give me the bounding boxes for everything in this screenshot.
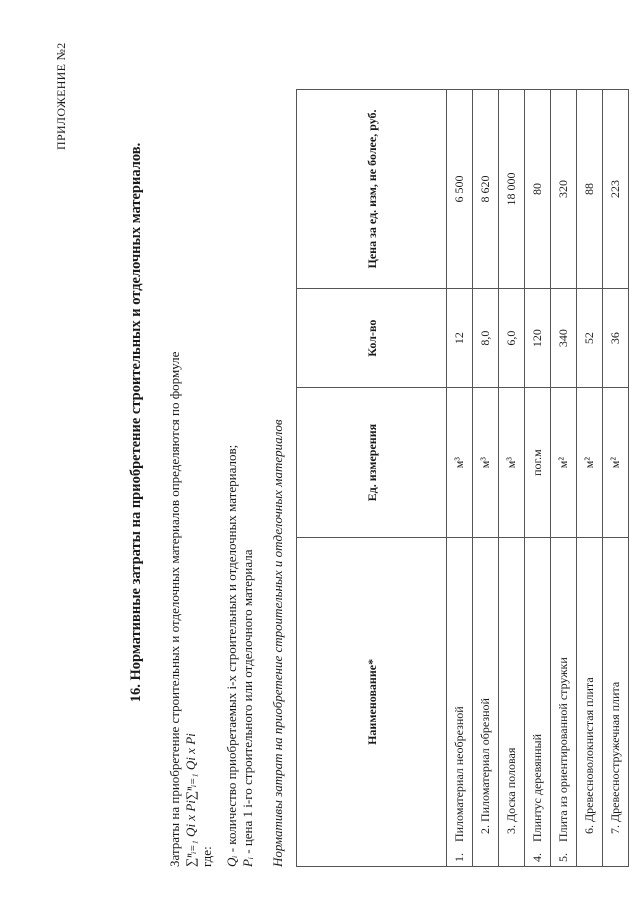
intro-text: Затраты на приобретение строительных и отделочных материалов определяются по формуле bbox=[167, 351, 182, 867]
unit-of-measure: м³ bbox=[499, 388, 525, 537]
material-name: 6. Древесноволокнистая плита bbox=[577, 537, 603, 846]
table-row bbox=[525, 90, 551, 867]
material-name: Плита из ориентированной стружки bbox=[551, 537, 577, 846]
row-number: 5. bbox=[551, 846, 577, 866]
table-row bbox=[577, 90, 603, 867]
table-body bbox=[447, 90, 629, 867]
section-title: 16. Нормативные затраты на приобретение строительных и отделочных материалов. bbox=[128, 142, 144, 703]
price-per-unit: 18 000 bbox=[499, 90, 525, 289]
price-per-unit: 6 500 bbox=[447, 90, 473, 289]
material-name: 3. Доска половая bbox=[499, 537, 525, 846]
row-number bbox=[473, 846, 499, 866]
quantity: 340 bbox=[551, 288, 577, 388]
unit-of-measure: м³ bbox=[473, 388, 499, 537]
header-unit: Ед. измерения bbox=[297, 388, 447, 537]
unit-of-measure: м² bbox=[551, 388, 577, 537]
table-caption: Нормативы затрат на приобретение строительных и отделочных материалов bbox=[270, 419, 285, 867]
materials-table bbox=[296, 89, 629, 867]
table-row bbox=[447, 90, 473, 867]
p-definition: - цена 1 i-го строительного или отделочного материала bbox=[240, 549, 255, 854]
unit-of-measure: пог.м bbox=[525, 388, 551, 537]
table-row bbox=[603, 90, 629, 867]
p-symbol: Pᵢ bbox=[240, 857, 255, 867]
header-name: Наименование* bbox=[297, 537, 447, 866]
material-name: Плинтус деревянный bbox=[525, 537, 551, 846]
quantity: 12 bbox=[447, 288, 473, 388]
price-per-unit: 320 bbox=[551, 90, 577, 289]
header-qty: Кол-во bbox=[297, 288, 447, 388]
quantity: 120 bbox=[525, 288, 551, 388]
price-per-unit: 88 bbox=[577, 90, 603, 289]
table-row bbox=[499, 90, 525, 867]
quantity: 8,0 bbox=[473, 288, 499, 388]
price-per-unit: 8 620 bbox=[473, 90, 499, 289]
price-per-unit: 223 bbox=[603, 90, 629, 289]
material-name: 7. Древесностружечная плита bbox=[603, 537, 629, 846]
q-symbol: Qᵢ bbox=[224, 855, 239, 867]
quantity: 36 bbox=[603, 288, 629, 388]
unit-of-measure: м² bbox=[577, 388, 603, 537]
table-row bbox=[551, 90, 577, 867]
row-number: 1. bbox=[447, 846, 473, 866]
row-number bbox=[603, 846, 629, 866]
row-number: 4. bbox=[525, 846, 551, 866]
q-definition: - количество приобретаемых i-х строительных и отделочных материалов; bbox=[224, 444, 239, 853]
table-header-row bbox=[297, 90, 447, 867]
quantity: 52 bbox=[577, 288, 603, 388]
table-row bbox=[473, 90, 499, 867]
material-name: 2. Пиломатериал обрезной bbox=[473, 537, 499, 846]
material-name: Пиломатериал необрезной bbox=[447, 537, 473, 846]
row-number bbox=[577, 846, 603, 866]
formula: ∑ⁿᵢ₌₁ Qi x Pi∑ⁿᵢ₌₁ Qi x Pi bbox=[183, 733, 198, 867]
appendix-label: ПРИЛОЖЕНИЕ №2 bbox=[54, 42, 68, 150]
row-number bbox=[499, 846, 525, 866]
price-per-unit: 80 bbox=[525, 90, 551, 289]
header-price: Цена за ед. изм, не более, руб. bbox=[297, 90, 447, 289]
unit-of-measure: м² bbox=[603, 388, 629, 537]
definition-p bbox=[240, 549, 256, 867]
definition-q bbox=[224, 445, 240, 867]
unit-of-measure: м³ bbox=[447, 388, 473, 537]
where-label: где: bbox=[199, 846, 214, 867]
quantity: 6,0 bbox=[499, 288, 525, 388]
